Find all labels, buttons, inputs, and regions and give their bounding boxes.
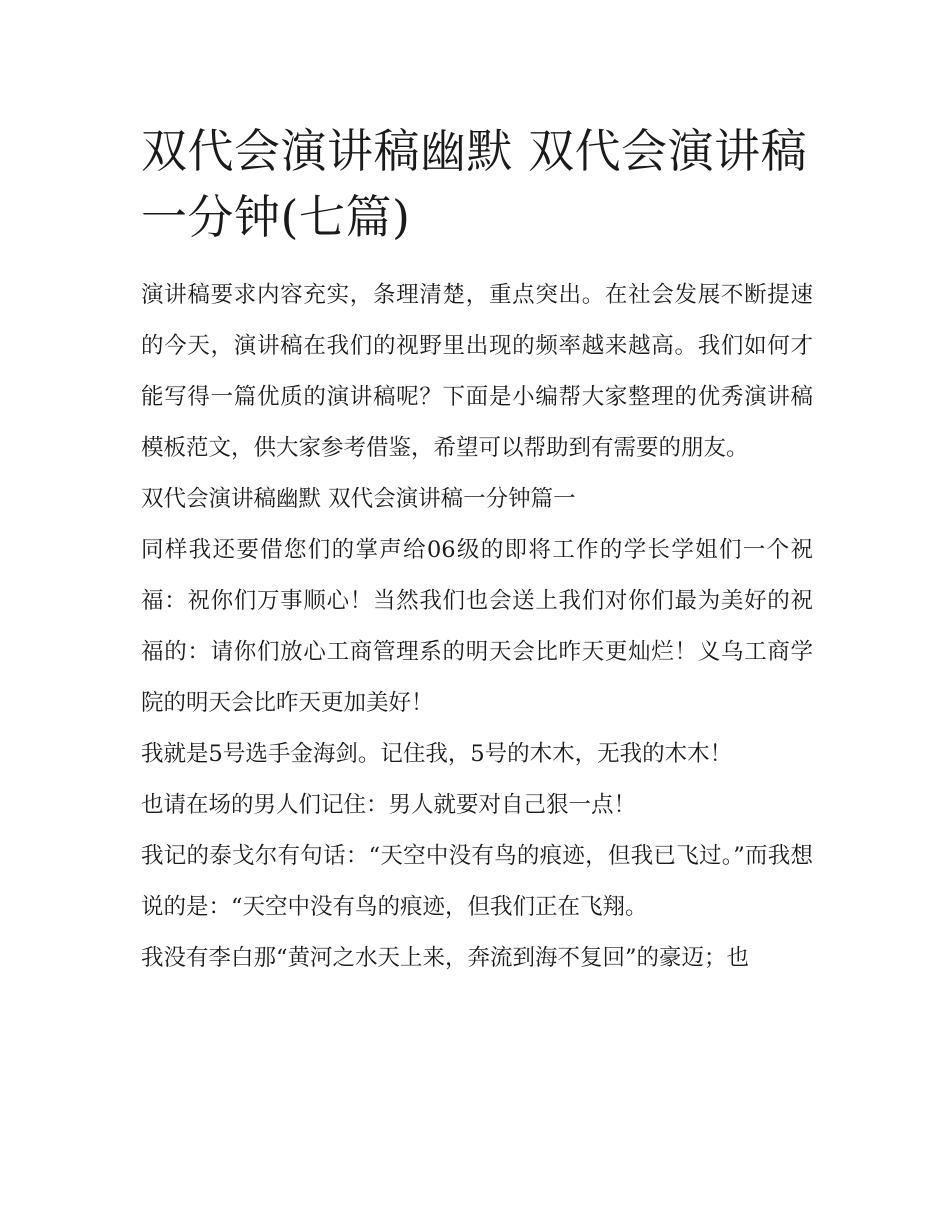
document-page	[141, 118, 813, 984]
document-title: 双代会演讲稿幽默 双代会演讲稿一分钟(七篇)	[141, 124, 808, 244]
intro-paragraph: 演讲稿要求内容充实，条理清楚，重点突出。在社会发展不断提速的今天，演讲稿在我们的视野里出现的频率越来越高。我们如何才能写得一篇优质的演讲稿呢？下面是小编帮大家整理的优秀演讲稿模板范文，供大家参考借鉴，希望可以帮助到有需要的朋友。	[141, 282, 813, 461]
body-paragraph: 同样我还要借您们的掌声给06级的即将工作的学长学姐们一个祝福：祝你们万事顺心！当然我们也会送上我们对你们最为美好的祝福的：请你们放心工商管理系的明天会比昨天更灿烂！义乌工商学院的明天会比昨天更加美好！	[141, 537, 813, 716]
body-paragraph: 我没有李白那“黄河之水天上来，奔流到海不复回”的豪迈；也	[141, 945, 750, 971]
body-paragraph: 也请在场的男人们记住：男人就要对自己狠一点！	[141, 792, 637, 818]
section-heading: 双代会演讲稿幽默 双代会演讲稿一分钟篇一	[141, 486, 576, 512]
body-paragraph: 我就是5号选手金海剑。记住我，5号的木木，无我的木木！	[141, 741, 733, 767]
body-paragraph: 我记的泰戈尔有句话：“天空中没有鸟的痕迹，但我已飞过。”而我想说的是：“天空中没有鸟的痕迹，但我们正在飞翔。	[141, 843, 813, 920]
